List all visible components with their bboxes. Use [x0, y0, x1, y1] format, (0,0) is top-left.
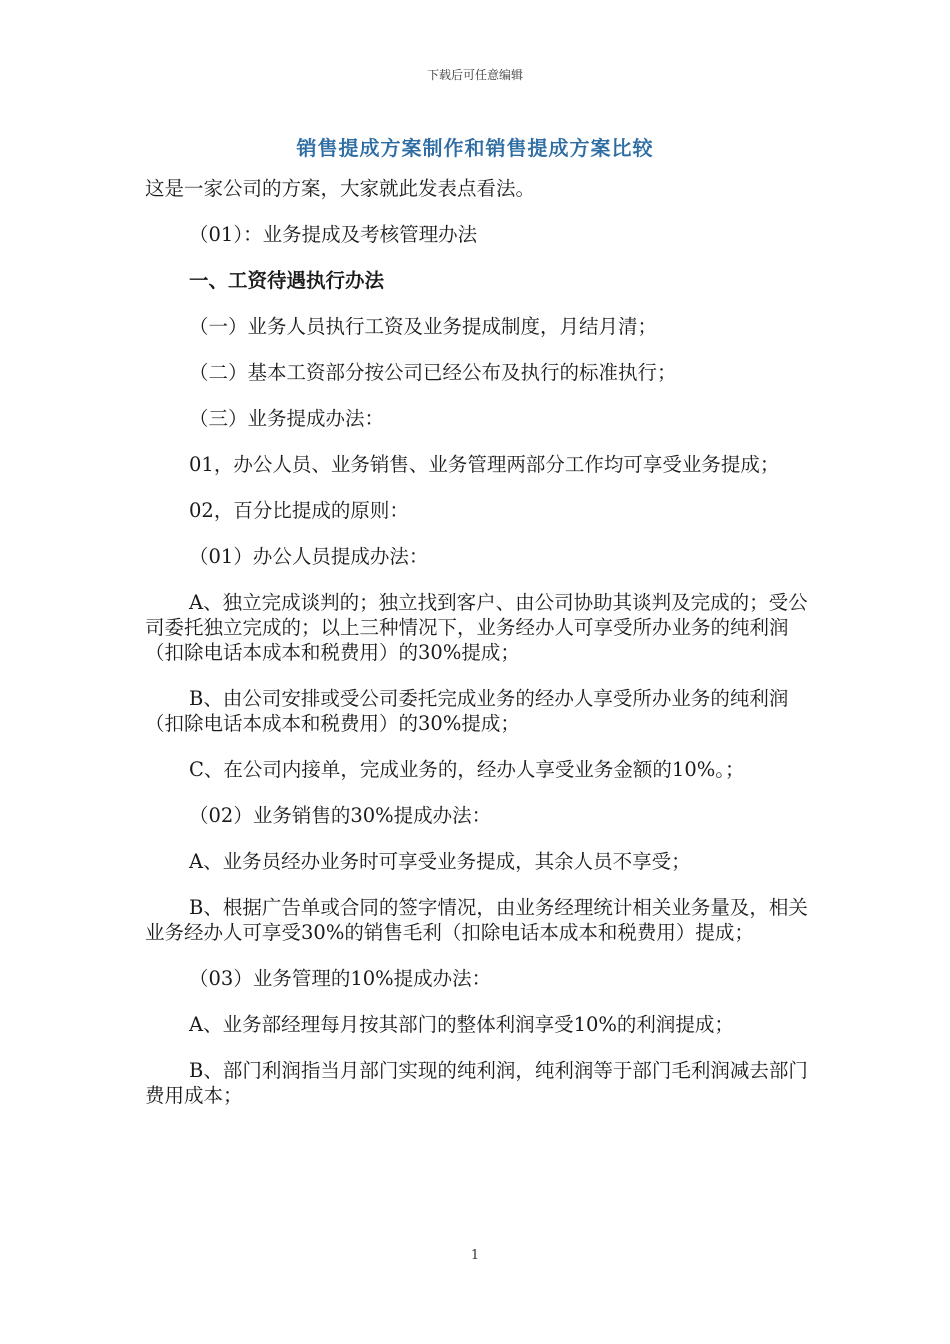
header-note: 下载后可任意编辑	[426, 68, 523, 82]
document-title: 销售提成方案制作和销售提成方案比较	[296, 136, 654, 160]
paragraph: 这是一家公司的方案，大家就此发表点看法。	[145, 177, 536, 200]
paragraph: 02，百分比提成的原则：	[189, 499, 409, 522]
paragraph: （01）：业务提成及考核管理办法	[189, 223, 478, 246]
paragraph: （三）业务提成办法：	[189, 407, 385, 430]
section-heading: 一、工资待遇执行办法	[189, 269, 385, 292]
paragraph: B、根据广告单或合同的签字情况，由业务经理统计相关业务量及，相关业务经办人可享受30%的销售毛利（扣除电话本成本和税费用）提成；	[145, 896, 808, 944]
paragraph: B、部门利润指当月部门实现的纯利润，纯利润等于部门毛利润减去部门费用成本；	[145, 1059, 808, 1107]
paragraph: （03）业务管理的10%提成办法：	[189, 967, 492, 990]
paragraph: C、在公司内接单，完成业务的，经办人享受业务金额的10%。；	[189, 758, 745, 781]
paragraph: （二）基本工资部分按公司已经公布及执行的标准执行；	[189, 361, 677, 384]
paragraph: A、独立完成谈判的；独立找到客户、由公司协助其谈判及完成的；受公司委托独立完成的；以上三种情况下，业务经办人可享受所办业务的纯利润（扣除电话本成本和税费用）的30%提成；	[145, 591, 808, 664]
paragraph: A、业务员经办业务时可享受业务提成，其余人员不享受；	[189, 850, 691, 873]
paragraph: （一）业务人员执行工资及业务提成制度，月结月清；	[189, 315, 658, 338]
paragraph: A、业务部经理每月按其部门的整体利润享受10%的利润提成；	[189, 1013, 734, 1036]
paragraph: B、由公司安排或受公司委托完成业务的经办人享受所办业务的纯利润（扣除电话本成本和税费用）的30%提成；	[145, 687, 789, 735]
page-number: 1	[470, 1248, 480, 1263]
document-body	[145, 176, 810, 1129]
paragraph: 01，办公人员、业务销售、业务管理两部分工作均可享受业务提成；	[189, 453, 780, 476]
paragraph: （01）办公人员提成办法：	[189, 545, 429, 568]
paragraph: （02）业务销售的30%提成办法：	[189, 804, 492, 827]
